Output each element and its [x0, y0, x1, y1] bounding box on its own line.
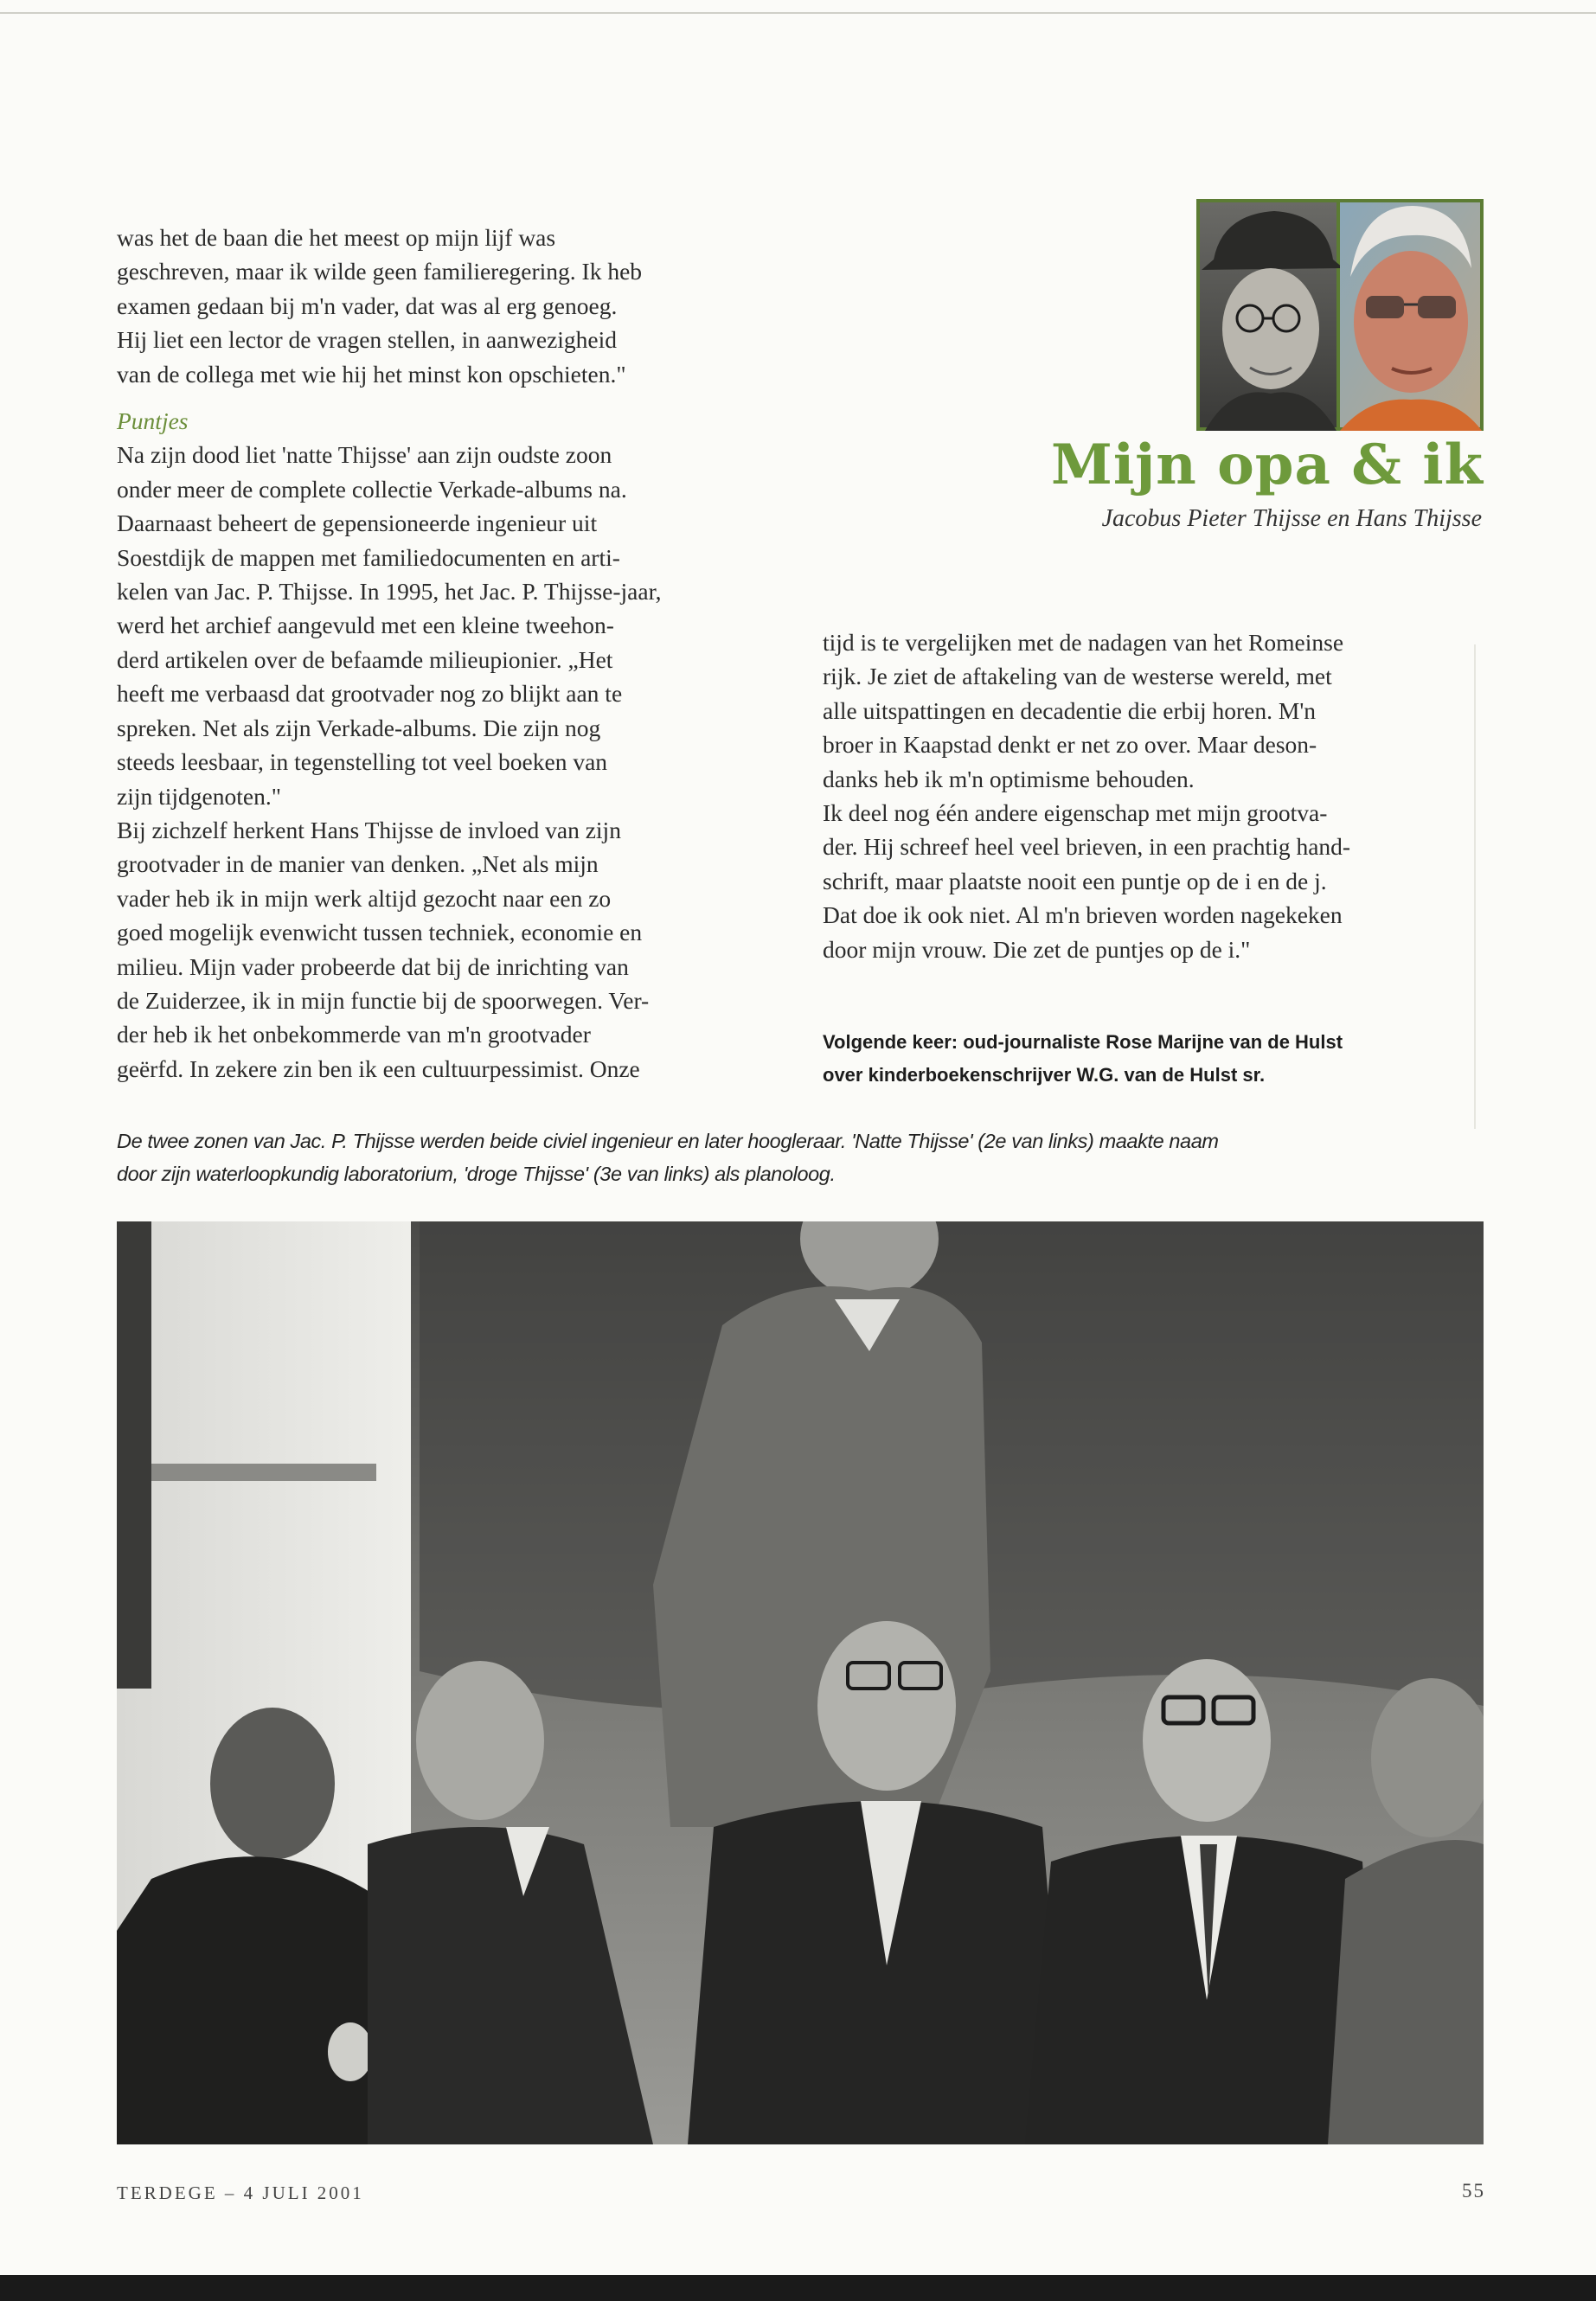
text-line: Volgende keer: oud-journaliste Rose Marijne van de Hulst: [823, 1031, 1343, 1053]
right-text-column: [823, 625, 1489, 966]
text-line: goed mogelijk evenwicht tussen techniek, economie en: [117, 919, 643, 946]
left-text-column: [117, 221, 787, 1086]
text-line: schrift, maar plaatste nooit een puntje op de i en de j.: [823, 867, 1327, 894]
text-line: onder meer de complete collectie Verkade-albums na.: [117, 475, 627, 503]
text-line: der. Hij schreef heel veel brieven, in een prachtig hand-: [823, 833, 1351, 861]
text-line: Bij zichzelf herkent Hans Thijsse de invloed van zijn: [117, 816, 621, 843]
text-line: over kinderboekenschrijver W.G. van de Hulst sr.: [823, 1064, 1266, 1086]
text-line: danks heb ik m'n optimisme behouden.: [823, 765, 1195, 792]
text-line: kelen van Jac. P. Thijsse. In 1995, het Jac. P. Thijsse-jaar,: [117, 578, 662, 606]
group-photo: [117, 1221, 1484, 2144]
photo-caption: [117, 1125, 1219, 1190]
next-time-note: [823, 1026, 1343, 1092]
scan-edge: [0, 2275, 1596, 2301]
text-line: Soestdijk de mappen met familiedocumenten en arti-: [117, 543, 620, 571]
portrait-photos: [1196, 199, 1484, 431]
text-line: geërfd. In zekere zin ben ik een cultuurpessimist. Onze: [117, 1054, 640, 1082]
text-line: rijk. Je ziet de aftakeling van de westerse wereld, met: [823, 663, 1332, 690]
column-rule: [1474, 644, 1476, 1129]
section-heading: Puntjes: [117, 407, 189, 435]
text-line: Dat doe ik ook niet. Al m'n brieven worden nagekeken: [823, 901, 1343, 929]
text-line: vader heb ik in mijn werk altijd gezocht naar een zo: [117, 884, 612, 912]
group-photo-illustration: [117, 1221, 1484, 2144]
top-rule: [0, 12, 1596, 14]
text-line: heeft me verbaasd dat grootvader nog zo blijkt aan te: [117, 680, 623, 708]
text-line: zijn tijdgenoten.": [117, 782, 281, 810]
text-line: was het de baan die het meest op mijn lijf was: [117, 224, 556, 251]
text-line: der heb ik het onbekommerde van m'n grootvader: [117, 1021, 591, 1048]
text-line: tijd is te vergelijken met de nadagen van het Romeinse: [823, 629, 1344, 656]
caption-line: De twee zonen van Jac. P. Thijsse werden beide civiel ingenieur en later hoogleraar. 'Natte Thijsse' (2e van links) maakte naam: [117, 1130, 1219, 1152]
text-line: broer in Kaapstad denkt er net zo over. Maar deson-: [823, 731, 1317, 759]
text-line: steeds leesbaar, in tegenstelling tot veel boeken van: [117, 748, 608, 776]
text-line: alle uitspattingen en decadentie die erbij horen. M'n: [823, 696, 1317, 724]
text-line: Na zijn dood liet 'natte Thijsse' aan zijn oudste zoon: [117, 441, 612, 469]
text-line: Ik deel nog één andere eigenschap met mijn grootva-: [823, 799, 1328, 827]
feature-title: Mijn opa & ik: [1050, 433, 1484, 497]
text-line: Daarnaast beheert de gepensioneerde ingenieur uit: [117, 510, 598, 537]
text-line: geschreven, maar ik wilde geen familieregering. Ik heb: [117, 258, 643, 285]
text-line: door mijn vrouw. Die zet de puntjes op de i.": [823, 935, 1251, 963]
text-line: milieu. Mijn vader probeerde dat bij de inrichting van: [117, 952, 629, 980]
portrait-illustration: [1196, 199, 1484, 431]
text-line: spreken. Net als zijn Verkade-albums. Die zijn nog: [117, 714, 601, 741]
text-line: van de collega met wie hij het minst kon opschieten.": [117, 360, 626, 388]
text-line: derd artikelen over de befaamde milieupionier. „Het: [117, 645, 613, 673]
text-line: de Zuiderzee, ik in mijn functie bij de spoorwegen. Ver-: [117, 986, 650, 1014]
page-number: 55: [1462, 2180, 1485, 2202]
publication-footer: TERDEGE – 4 JULI 2001: [117, 2182, 364, 2203]
caption-line: door zijn waterloopkundig laboratorium, 'droge Thijsse' (3e van links) als planoloog.: [117, 1163, 836, 1185]
text-line: grootvader in de manier van denken. „Net als mijn: [117, 850, 599, 878]
text-line: werd het archief aangevuld met een kleine tweehon-: [117, 612, 614, 639]
text-line: Hij liet een lector de vragen stellen, in aanwezigheid: [117, 326, 618, 354]
text-line: examen gedaan bij m'n vader, dat was al erg genoeg.: [117, 292, 618, 319]
feature-subtitle: Jacobus Pieter Thijsse en Hans Thijsse: [1101, 505, 1482, 532]
